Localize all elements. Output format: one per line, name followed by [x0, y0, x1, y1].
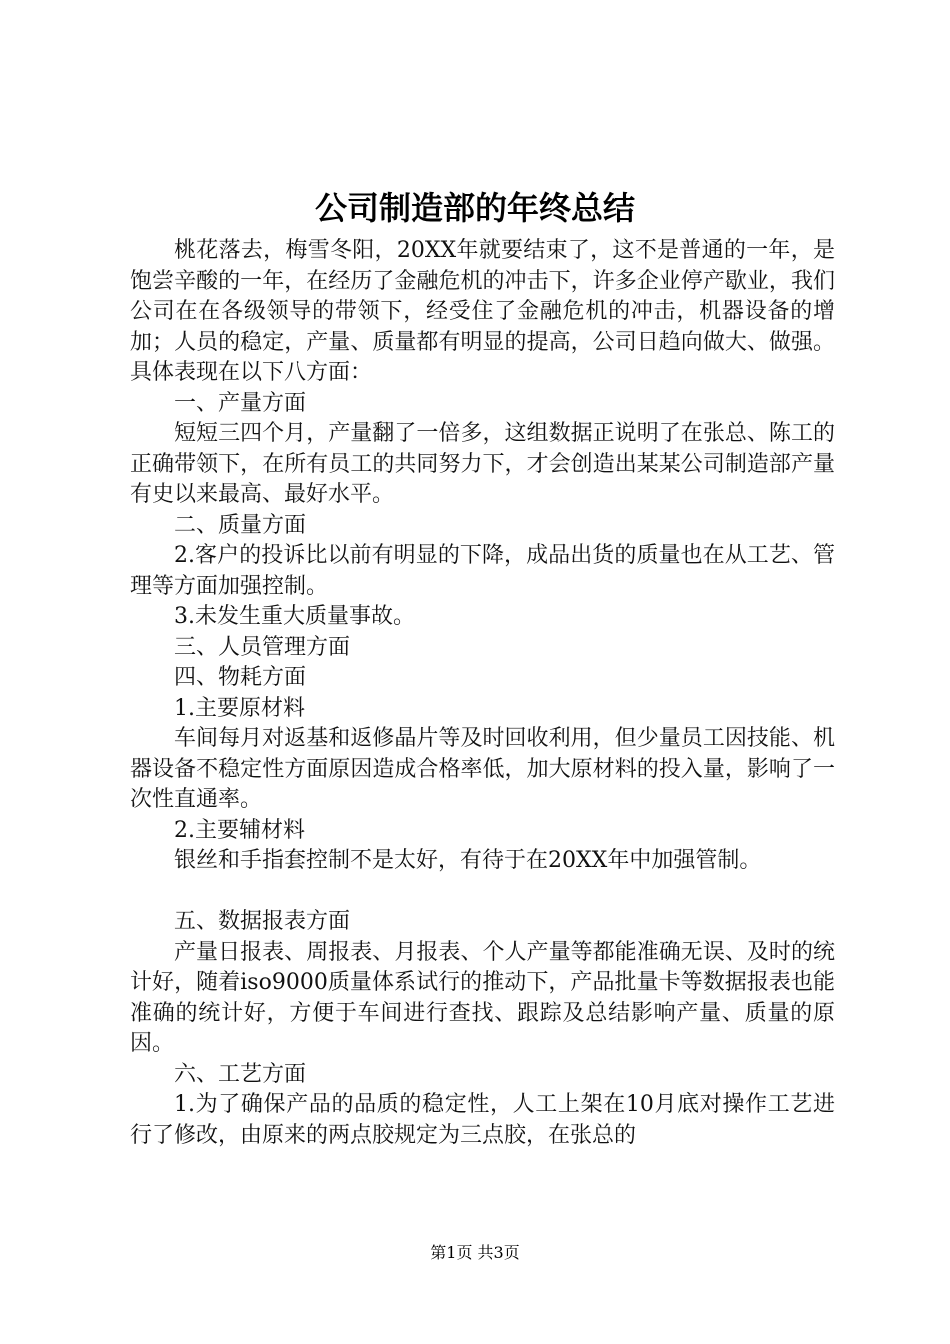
- quality-item-2: 2.客户的投诉比以前有明显的下降，成品出货的质量也在从工艺、管理等方面加强控制。: [130, 543, 835, 599]
- section-heading-process: 六、工艺方面: [174, 1061, 307, 1087]
- raw-materials-paragraph: 车间每月对返基和返修晶片等及时回收利用，但少量员工因技能、机器设备不稳定性方面原因造成合格率低，加大原材料的投入量，影响了一次性直通率。: [130, 726, 835, 812]
- reports-paragraph: 产量日报表、周报表、月报表、个人产量等都能准确无误、及时的统计好，随着iso9000质量体系试行的推动下，产品批量卡等数据报表也能准确的统计好，方便于车间进行查找、跟踪及总结影响产量、质量的原因。: [130, 939, 835, 1056]
- subheading-auxiliary-materials: 2.主要辅材料: [174, 817, 305, 843]
- section-heading-reports: 五、数据报表方面: [174, 909, 351, 934]
- blank-line: [130, 877, 835, 908]
- quality-item-3: 3.未发生重大质量事故。: [174, 604, 415, 629]
- section-heading-materials: 四、物耗方面: [174, 665, 307, 690]
- document-body: [130, 236, 835, 1151]
- process-paragraph: 1.为了确保产品的品质的稳定性，人工上架在10月底对操作工艺进行了修改，由原来的两点胶规定为三点胶，在张总的: [130, 1092, 835, 1148]
- auxiliary-materials-paragraph: 银丝和手指套控制不是太好，有待于在20XX年中加强管制。: [174, 848, 762, 873]
- intro-paragraph: 桃花落去，梅雪冬阳，20XX年就要结束了，这不是普通的一年，是饱尝辛酸的一年，在经历了金融危机的冲击下，许多企业停产歇业，我们公司在在各级领导的带领下，经受住了金融危机的冲击，机器设备的增加；人员的稳定，产量、质量都有明显的提高，公司日趋向做大、做强。具体表现在以下八方面：: [130, 238, 835, 385]
- section-heading-output: 一、产量方面: [174, 390, 307, 416]
- output-paragraph: 短短三四个月，产量翻了一倍多，这组数据正说明了在张总、陈工的正确带领下，在所有员工的共同努力下，才会创造出某某公司制造部产量有史以来最高、最好水平。: [130, 421, 835, 507]
- section-heading-personnel: 三、人员管理方面: [174, 634, 351, 660]
- section-heading-quality: 二、质量方面: [174, 512, 307, 538]
- page-number-footer: 第1页 共3页: [430, 1243, 520, 1262]
- subheading-raw-materials: 1.主要原材料: [174, 695, 305, 721]
- document-title: 公司制造部的年终总结: [314, 189, 635, 227]
